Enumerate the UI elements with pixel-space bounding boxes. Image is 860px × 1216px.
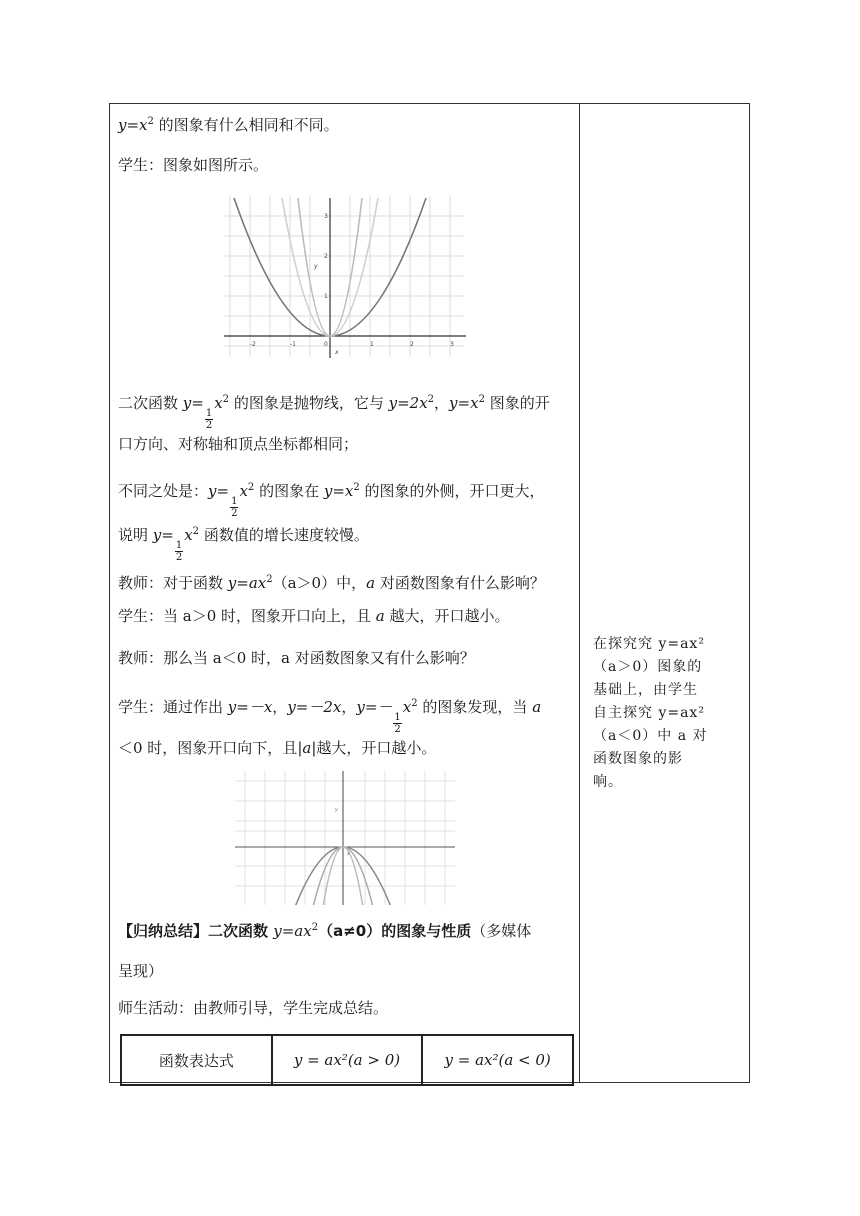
line-5: 不同之处是：y= $\frac{1}{2}$ $x^2$ 的图象在 $y=x^2$ 的图象的外侧，开口更大， (118, 482, 545, 519)
line-1: $y=x^2$ 的图象有什么相同和不同。 (118, 116, 339, 134)
line-11: ＜0 时，图象开口向下，且|a|越大，开口越小。 (118, 739, 437, 757)
table-row (121, 1035, 573, 1085)
line-2: 学生：图象如图所示。 (118, 156, 269, 174)
table-header-a-negative: y = ax²(a < 0) (422, 1035, 573, 1085)
svg-text:0: 0 (324, 341, 328, 348)
line-3: 二次函数 y= $\frac{1}{2}$ $x^2$ 的图象是抛物线，它与 $y=2x^2$，$y=x^2$ 图象的开 (118, 394, 550, 431)
svg-text:x: x (347, 851, 350, 857)
parabola-graph-down (235, 771, 455, 905)
summary-line-2: 呈现） (118, 962, 164, 980)
column-divider (579, 103, 580, 1083)
line-9: 教师：那么当 a＜0 时，a 对函数图象又有什么影响？ (118, 649, 475, 667)
side-note-line: 响。 (593, 774, 623, 790)
svg-text:y: y (335, 807, 338, 813)
svg-text:3: 3 (324, 213, 328, 220)
side-note (593, 633, 729, 794)
side-note-line: （a＞0）图象的 (593, 659, 703, 675)
svg-text:-1: -1 (290, 341, 296, 348)
table-header-expression: 函数表达式 (121, 1035, 272, 1085)
line-7: 教师：对于函数 $y=ax^2(a>0)$中，a 对函数图象有什么影响？ (118, 574, 545, 592)
table-header-a-positive: y = ax²(a > 0) (272, 1035, 423, 1085)
line-10: 学生：通过作出 y=－x，y=－2x，y=－ $\frac{1}{2}$ $x^2$ 的图象发现，当 a (118, 698, 542, 735)
svg-text:3: 3 (450, 341, 454, 348)
svg-text:1: 1 (324, 293, 328, 300)
svg-text:2: 2 (324, 253, 328, 260)
svg-text:x: x (335, 349, 339, 356)
side-note-line: 函数图象的影 (593, 751, 683, 767)
svg-text:-2: -2 (250, 341, 256, 348)
summary-table (120, 1034, 574, 1086)
activity-line: 师生活动：由教师引导，学生完成总结。 (118, 999, 389, 1017)
svg-text:2: 2 (410, 341, 414, 348)
side-note-line: （a＜0）中 a 对 (593, 728, 708, 744)
line-4: 口方向、对称轴和顶点坐标都相同； (118, 435, 359, 453)
summary-line-1: 【归纳总结】二次函数 $y=ax^2(a\ne 0)$的图象与性质（多媒体 (118, 922, 532, 940)
side-note-line: 自主探究 y=ax² (593, 705, 705, 721)
svg-text:y: y (314, 263, 318, 270)
line-6: 说明 y= $\frac{1}{2}$ $x^2$ 函数值的增长速度较慢。 (118, 526, 369, 563)
parabola-graph-up (224, 196, 468, 361)
line-8: 学生：当 a＞0 时，图象开口向上，且 a 越大，开口越小。 (118, 607, 510, 625)
side-note-line: 基础上，由学生 (593, 682, 698, 698)
side-note-line: 在探究究 y=ax² (593, 636, 705, 652)
svg-text:1: 1 (370, 341, 374, 348)
main-content (118, 103, 573, 1083)
